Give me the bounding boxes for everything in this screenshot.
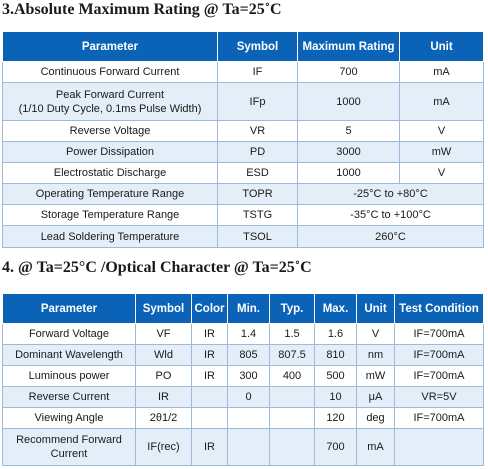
max-cell: 1.6: [315, 324, 357, 345]
param-cell: Lead Soldering Temperature: [3, 226, 218, 248]
max-cell: 810: [315, 345, 357, 366]
unit-cell: V: [400, 163, 484, 184]
table-row: [3, 324, 484, 345]
header-parameter: Parameter: [3, 294, 136, 324]
unit-cell: V: [357, 324, 395, 345]
table-row: [3, 121, 484, 142]
header-symbol: Symbol: [136, 294, 192, 324]
condition-cell: IF=700mA: [395, 345, 484, 366]
section-title-absolute-max: 3.Absolute Maximum Rating @ Ta=25˚C: [2, 1, 282, 18]
symbol-cell: 2θ1/2: [136, 408, 192, 429]
max-cell: 10: [315, 387, 357, 408]
rating-cell: -25°C to +80°C: [298, 184, 484, 205]
unit-cell: V: [400, 121, 484, 142]
header-unit: Unit: [400, 32, 484, 62]
min-cell: [228, 429, 270, 466]
param-cell: Recommend Forward Current: [3, 429, 136, 466]
symbol-cell: IF(rec): [136, 429, 192, 466]
table-row: [3, 226, 484, 248]
typ-cell: 1.5: [270, 324, 315, 345]
header-min: Min.: [228, 294, 270, 324]
table-row: [3, 184, 484, 205]
table-row: [3, 366, 484, 387]
max-cell: 700: [315, 429, 357, 466]
color-cell: IR: [192, 429, 228, 466]
param-cell: Storage Temperature Range: [3, 205, 218, 226]
min-cell: [228, 408, 270, 429]
color-cell: [192, 387, 228, 408]
unit-cell: mW: [400, 142, 484, 163]
header-maximum-rating: Maximum Rating: [298, 32, 400, 62]
unit-cell: mW: [357, 366, 395, 387]
symbol-cell: TSOL: [218, 226, 298, 248]
typ-cell: [270, 408, 315, 429]
param-cell: Dominant Wavelength: [3, 345, 136, 366]
min-cell: 300: [228, 366, 270, 387]
section-title-optical-character: 4. @ Ta=25°C /Optical Character @ Ta=25˚C: [2, 259, 312, 276]
unit-cell: mA: [357, 429, 395, 466]
param-cell: Continuous Forward Current: [3, 62, 218, 83]
table-row: [3, 205, 484, 226]
table-row: [3, 62, 484, 83]
symbol-cell: IF: [218, 62, 298, 83]
typ-cell: 400: [270, 366, 315, 387]
header-parameter: Parameter: [3, 32, 218, 62]
header-unit: Unit: [357, 294, 395, 324]
table-row: [3, 408, 484, 429]
rating-cell: 3000: [298, 142, 400, 163]
param-cell: Luminous power: [3, 366, 136, 387]
table-row: [3, 345, 484, 366]
param-cell: Reverse Current: [3, 387, 136, 408]
table-row: [3, 142, 484, 163]
unit-cell: mA: [400, 83, 484, 121]
color-cell: [192, 408, 228, 429]
symbol-cell: Wld: [136, 345, 192, 366]
unit-cell: deg: [357, 408, 395, 429]
min-cell: 1.4: [228, 324, 270, 345]
header-color: Color: [192, 294, 228, 324]
typ-cell: [270, 429, 315, 466]
rating-cell: 1000: [298, 163, 400, 184]
param-cell: Forward Voltage: [3, 324, 136, 345]
param-cell: Electrostatic Discharge: [3, 163, 218, 184]
unit-cell: μA: [357, 387, 395, 408]
param-cell: Viewing Angle: [3, 408, 136, 429]
symbol-cell: ESD: [218, 163, 298, 184]
table-row: [3, 163, 484, 184]
rating-cell: -35°C to +100°C: [298, 205, 484, 226]
rating-cell: 1000: [298, 83, 400, 121]
condition-cell: IF=700mA: [395, 366, 484, 387]
param-cell: Power Dissipation: [3, 142, 218, 163]
symbol-cell: VR: [218, 121, 298, 142]
rating-cell: 5: [298, 121, 400, 142]
min-cell: 0: [228, 387, 270, 408]
color-cell: IR: [192, 345, 228, 366]
condition-cell: IF=700mA: [395, 408, 484, 429]
table-row: [3, 429, 484, 466]
header-test-condition: Test Condition: [395, 294, 484, 324]
condition-cell: [395, 429, 484, 466]
condition-cell: IF=700mA: [395, 324, 484, 345]
absolute-max-rating-table: [2, 31, 484, 248]
header-max: Max.: [315, 294, 357, 324]
color-cell: IR: [192, 366, 228, 387]
symbol-cell: IFp: [218, 83, 298, 121]
symbol-cell: TSTG: [218, 205, 298, 226]
unit-cell: nm: [357, 345, 395, 366]
max-cell: 120: [315, 408, 357, 429]
header-typ: Typ.: [270, 294, 315, 324]
table-row: [3, 83, 484, 121]
max-cell: 500: [315, 366, 357, 387]
symbol-cell: PD: [218, 142, 298, 163]
unit-cell: mA: [400, 62, 484, 83]
color-cell: IR: [192, 324, 228, 345]
symbol-cell: VF: [136, 324, 192, 345]
typ-cell: [270, 387, 315, 408]
param-cell: Operating Temperature Range: [3, 184, 218, 205]
condition-cell: VR=5V: [395, 387, 484, 408]
header-symbol: Symbol: [218, 32, 298, 62]
rating-cell: 260°C: [298, 226, 484, 248]
param-cell: Reverse Voltage: [3, 121, 218, 142]
optical-character-table: [2, 293, 484, 466]
table-header-row: [3, 32, 484, 62]
table-header-row: [3, 294, 484, 324]
symbol-cell: PO: [136, 366, 192, 387]
param-cell: Peak Forward Current (1/10 Duty Cycle, 0.1ms Pulse Width): [3, 83, 218, 121]
min-cell: 805: [228, 345, 270, 366]
rating-cell: 700: [298, 62, 400, 83]
table-row: [3, 387, 484, 408]
symbol-cell: TOPR: [218, 184, 298, 205]
typ-cell: 807.5: [270, 345, 315, 366]
symbol-cell: IR: [136, 387, 192, 408]
